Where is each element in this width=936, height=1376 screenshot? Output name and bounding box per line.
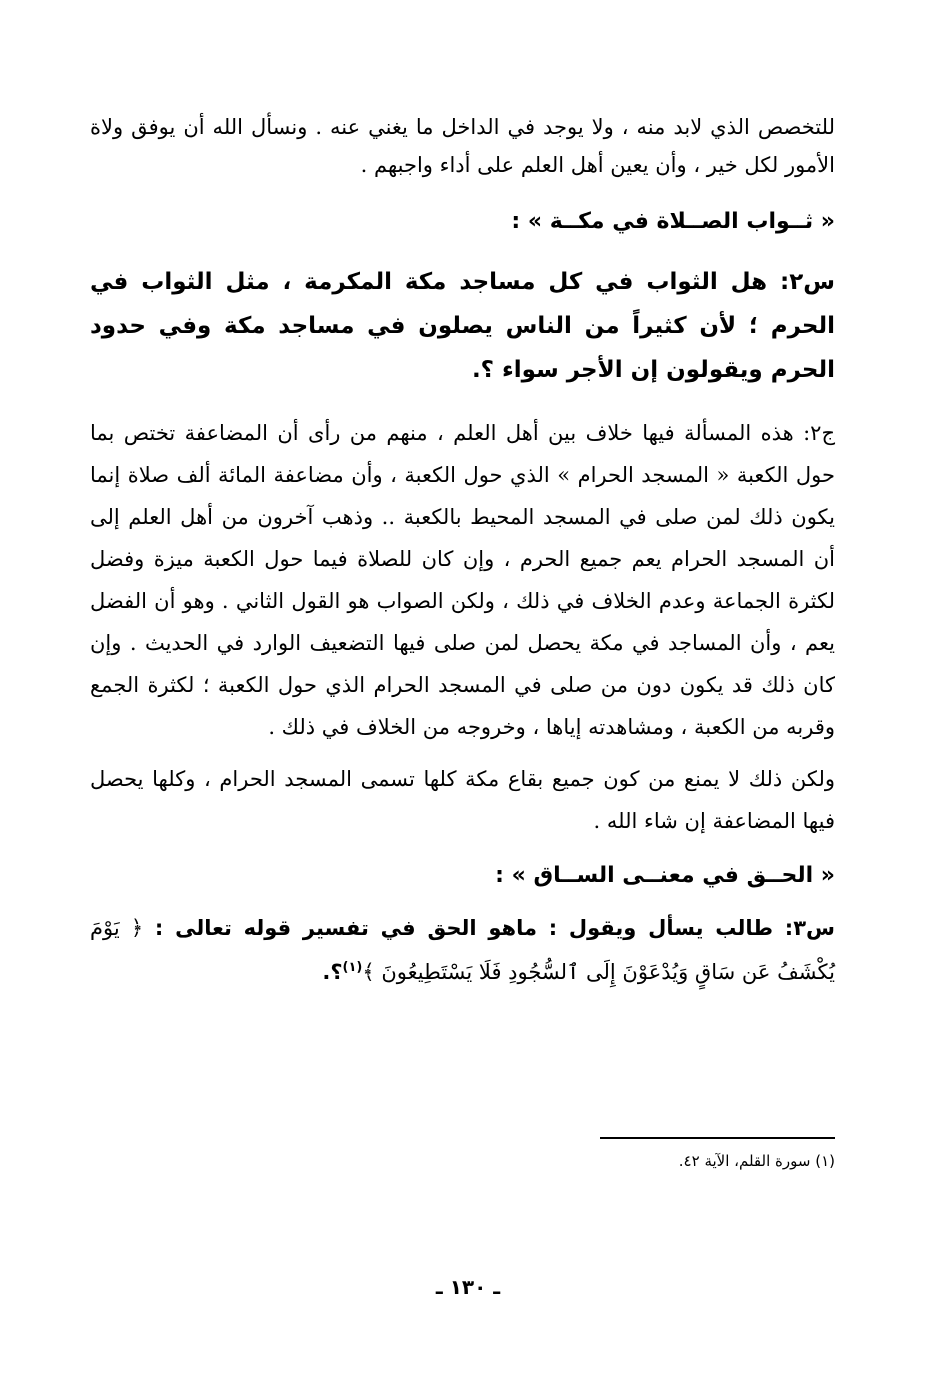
footnote: (١) سورة القلم، الآية ٤٢. [678,1152,835,1170]
question-2: س٢: هل الثواب في كل مساجد مكة المكرمة ، مثل الثواب في الحرم ؛ لأن كثيراً من الناس يصلون في مساجد مكة وفي حدود الحرم ويقولون إن الأجر سواء ؟. [90,269,835,383]
page-body [90,108,835,992]
page-number: ـ ١٣٠ ـ [435,1275,501,1299]
section-heading-prayer-reward: « ثــواب الصــلاة في مكــة » : [511,209,835,234]
answer-2-continuation: ولكن ذلك لا يمنع من كون جميع بقاع مكة كلها تسمى المسجد الحرام ، وكلها يحصل فيها المضاعفة إن شاء الله . [90,767,835,833]
question-3 [90,908,835,992]
question-3-text: س٣: طالب يسأل ويقول : ماهو الحق في تفسير قوله تعالى : [154,916,835,940]
section-heading-shin: « الحــق في معنــى الســاق » : [495,863,835,888]
footnote-ref: (١) [342,960,363,975]
intro-paragraph: للتخصص الذي لابد منه ، ولا يوجد في الداخل ما يغني عنه . ونسأل الله أن يوفق ولاة الأمور لكل خير ، وأن يعين أهل العلم على أداء واجبهم . [90,115,835,177]
footnote-separator [600,1137,835,1139]
quran-verse: ﴿ يَوْمَ يُكْشَفُ عَن سَاقٍ وَيُدْعَوْنَ إِلَى ٱلسُّجُودِ فَلَا يَسْتَطِيعُونَ ﴾ [90,916,835,984]
question-3-end: ؟. [322,960,343,984]
answer-2: ج٢: هذه المسألة فيها خلاف بين أهل العلم ، منهم من رأى أن المضاعفة تختص بما حول الكعبة « المسجد الحرام » الذي حول الكعبة ، وأن مضاعفة المائة ألف صلاة إنما يكون ذلك لمن صلى في المسجد المحيط بالكعبة .. وذهب آخرون من أهل العلم إلى أن المسجد الحرام يعم جميع الحرم ، وإن كان للصلاة فيما حول الكعبة ميزة وفضل لكثرة الجماعة وعدم الخلاف في ذلك ، ولكن الصواب هو القول الثاني . وهو أن الفضل يعم ، وأن المساجد في مكة يحصل لمن صلى فيها التضعيف الوارد في الحديث . وإن كان ذلك قد يكون دون من صلى في المسجد الحرام الذي حول الكعبة ؛ لكثرة الجمع وقربه من الكعبة ، ومشاهدته إياها ، وخروجه من الخلاف في ذلك . [90,421,835,739]
